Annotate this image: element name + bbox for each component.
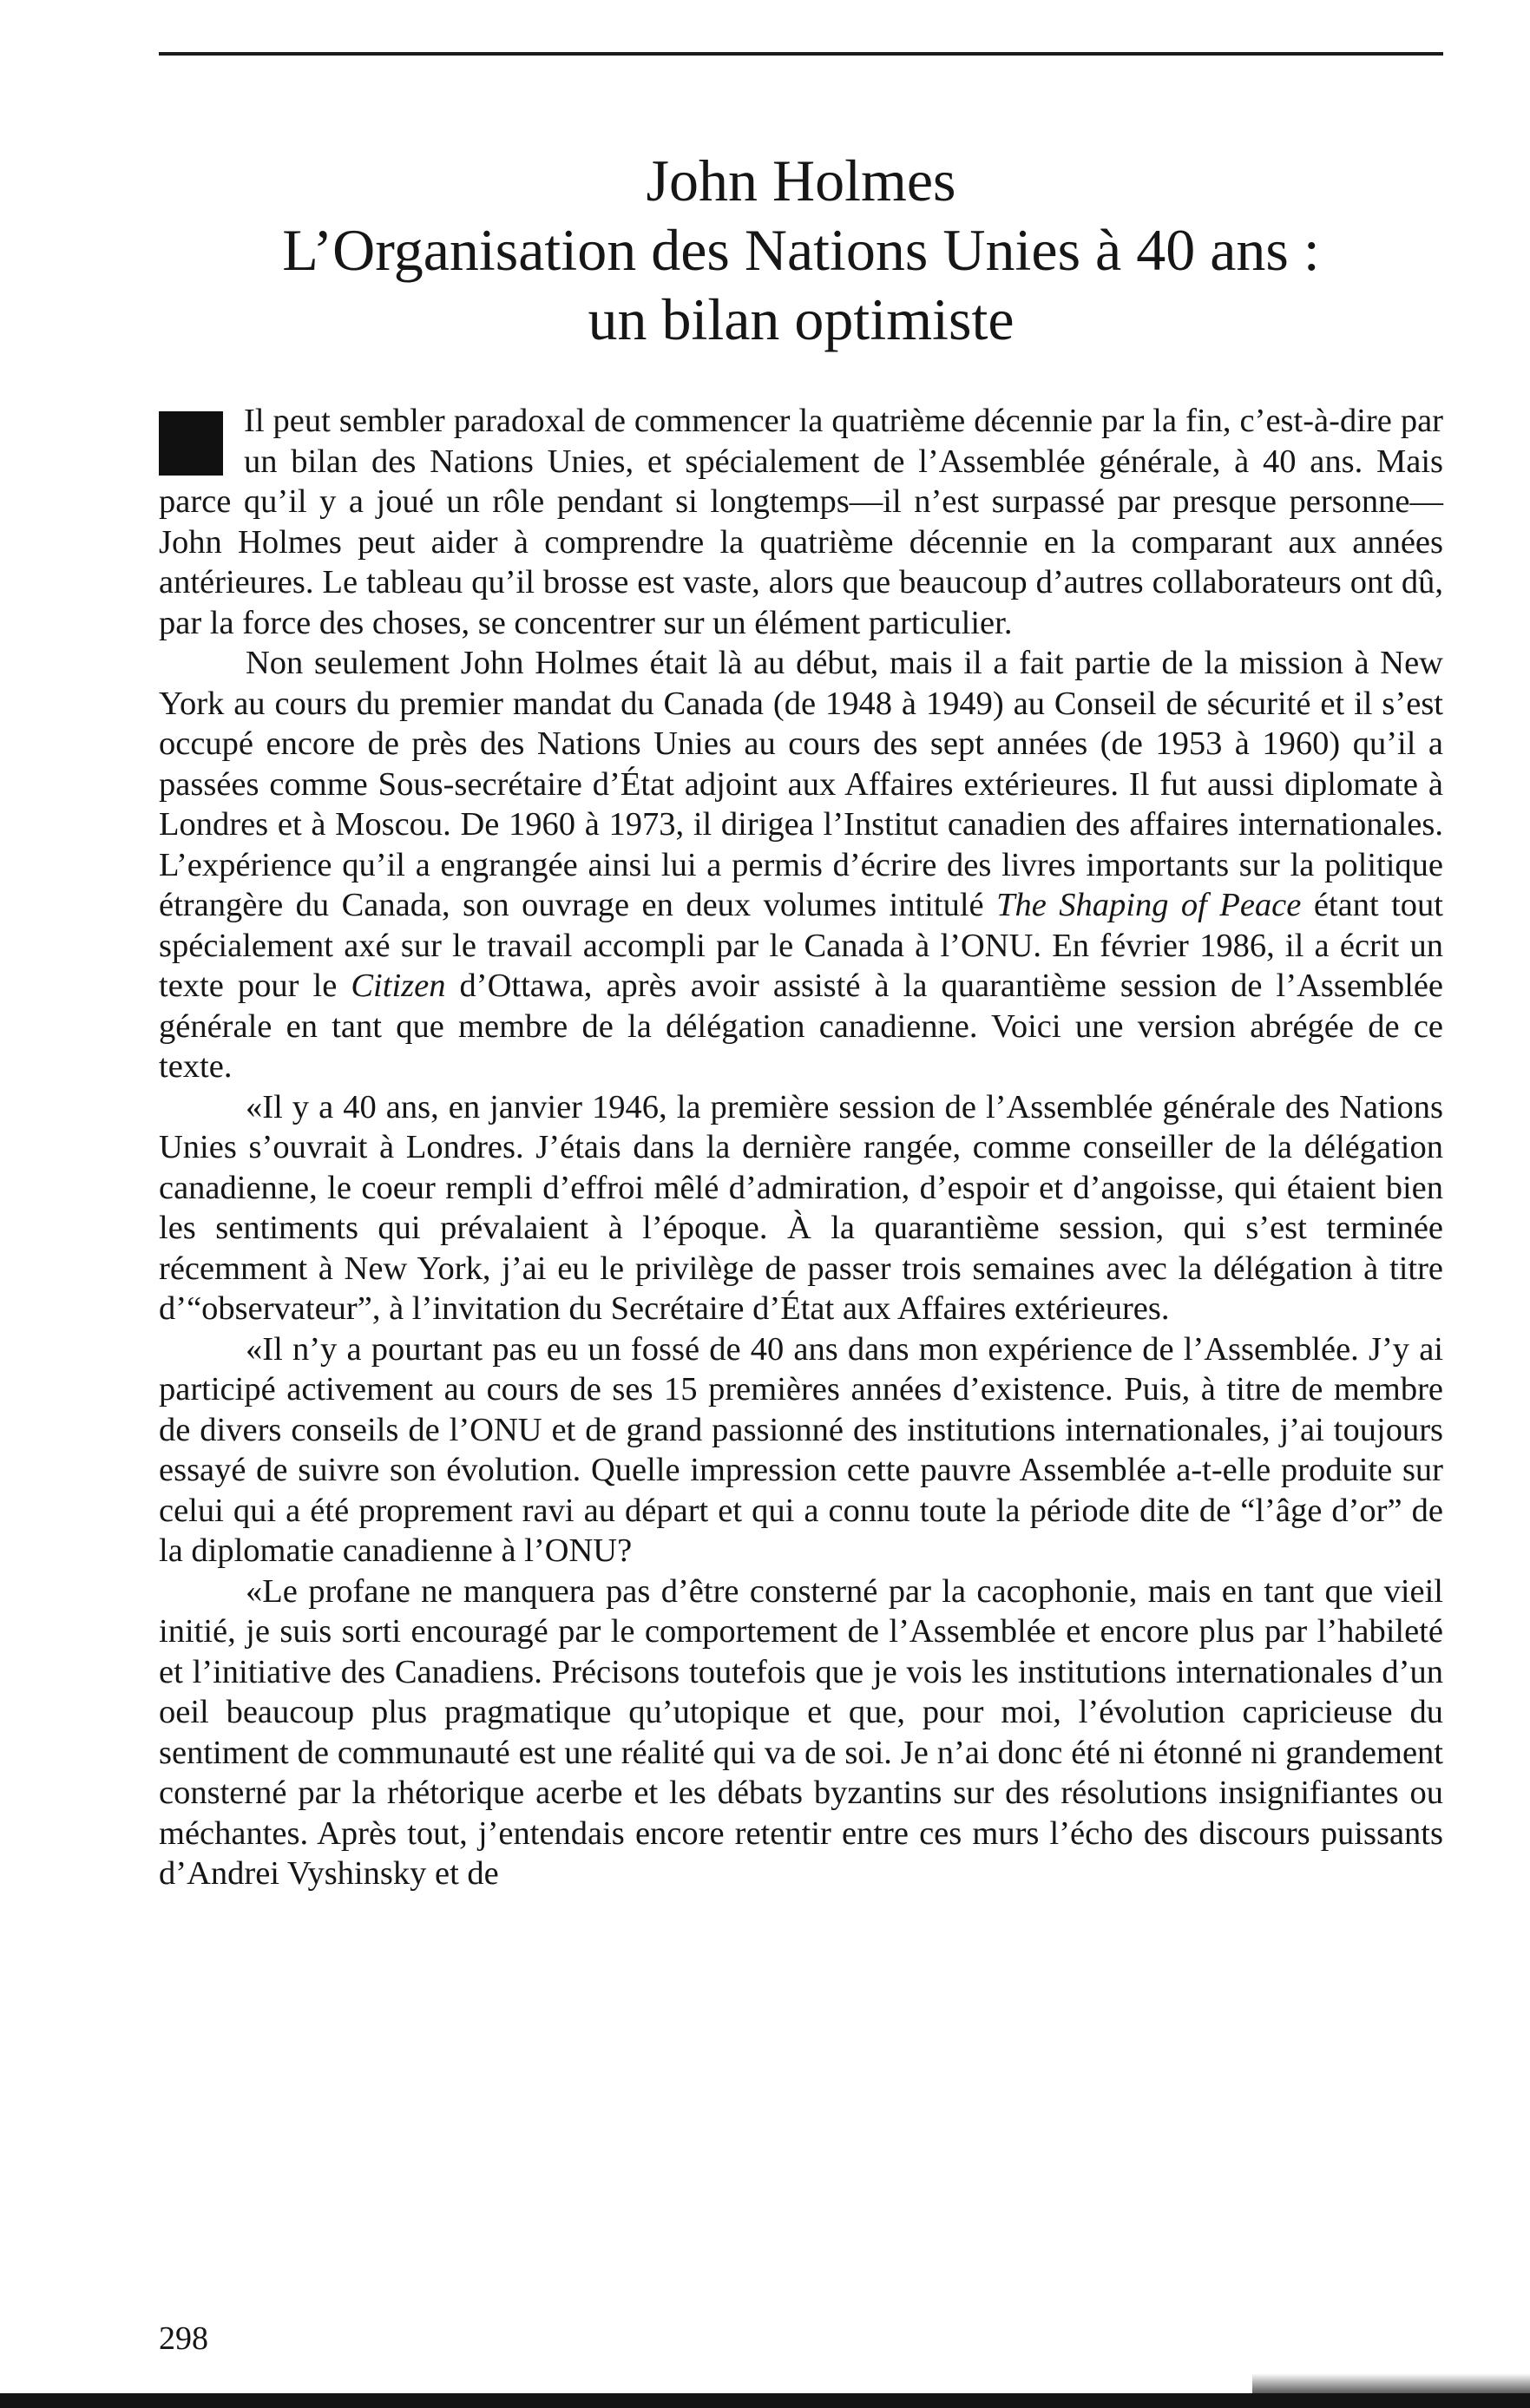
intro-paragraph [159, 401, 1443, 643]
quote-paragraph-2: «Il n’y a pourtant pas eu un fossé de 40 ans dans mon expérience de l’Assemblée. J’y ai participé activement au cours de ses 15 premières années d’existence. Puis, à titre de membre de divers conseils de l’ONU et de grand passionné des institutions internationales, j’ai toujours essayé de suivre son évolution. Quelle impression cette pauvre Assemblée a-t-elle produite sur celui qui a été proprement ravi au départ et qui a connu toute la période dite de “l’âge d’or” de la diplomatie canadienne à l’ONU? [159, 1330, 1443, 1569]
book-title: The Shaping of Peace [996, 887, 1302, 923]
biography-text-a: Non seulement John Holmes était là au début, mais il a fait partie de la mission à New York au cours du premier mandat du Canada (de 1948 à 1949) au Conseil de sécurité et il s’est occupé encore de près des Nations Unies au cours des sept années (de 1953 à 1960) qu’il a passées comme Sous-secrétaire d’État adjoint aux Affaires extérieures. Il fut aussi diplomate à Londres et à Moscou. De 1960 à 1973, il dirigea l’Institut canadien des affaires internationales. L’expérience qu’il a engrangée ainsi lui a permis d’écrire des livres importants sur la politique étrangère du Canada, son ouvrage en deux volumes intitulé [159, 645, 1443, 923]
article-body [159, 401, 1443, 1894]
drop-square-ornament [159, 411, 223, 476]
article-title-line-1: L’Organisation des Nations Unies à 40 ans : [282, 217, 1320, 283]
article-title-line-2: un bilan optimiste [588, 286, 1015, 352]
biography-text-b: étant tout spécialement axé sur le travail accompli par le Canada à l’ONU. En février 1986, il a écrit un texte pour le [159, 887, 1443, 1004]
page-number: 298 [159, 2320, 208, 2357]
article-heading [159, 146, 1443, 354]
quote-paragraph-1: «Il y a 40 ans, en janvier 1946, la première session de l’Assemblée générale des Nations Unies s’ouvrait à Londres. J’étais dans la dernière rangée, comme conseiller de la délégation canadienne, le coeur rempli d’effroi mêlé d’admiration, d’espoir et d’angoisse, qui étaient bien les sentiments qui prévalaient à l’époque. À la quarantième session, qui s’est terminée récemment à New York, j’ai eu le privilège de passer trois semaines avec la délégation à titre d’“observateur”, à l’invitation du Secrétaire d’État aux Affaires extérieures. [159, 1088, 1443, 1327]
biography-paragraph [159, 643, 1443, 1087]
intro-text: Il peut sembler paradoxal de commencer la quatrième décennie par la fin, c’est-à-dire par un bilan des Nations Unies, et spécialement de l’Assemblée générale, à 40 ans. Mais parce qu’il y a joué un rôle pendant si longtemps—il n’est surpassé par presque personne—John Holmes peut aider à comprendre la quatrième décennie en la comparant aux années antérieures. Le tableau qu’il brosse est vaste, alors que beaucoup d’autres collaborateurs ont dû, par la force des choses, se concentrer sur un élément particulier. [159, 403, 1443, 641]
top-rule [159, 52, 1443, 56]
newspaper-title: Citizen [351, 968, 446, 1004]
biography-text-c: d’Ottawa, après avoir assisté à la quarantième session de l’Assemblée générale en tant que membre de la délégation canadienne. Voici une version abrégée de ce texte. [159, 968, 1443, 1085]
quote-paragraph-3: «Le profane ne manquera pas d’être consterné par la cacophonie, mais en tant que vieil initié, je suis sorti encouragé par le comportement de l’Assemblée et encore plus par l’habileté et l’initiative des Canadiens. Précisons toutefois que je vois les institutions internationales d’un oeil beaucoup plus pragmatique qu’utopique et que, pour moi, l’évolution capricieuse du sentiment de communauté est une réalité qui va de soi. Je n’ai donc été ni étonné ni grandement consterné par la rhétorique acerbe et les débats byzantins sur des résolutions insignifiantes ou méchantes. Après tout, j’entendais encore retentir entre ces murs l’écho des discours puissants d’Andrei Vyshinsky et de [159, 1572, 1443, 1892]
article-author: John Holmes [646, 148, 956, 213]
scan-bottom-edge [0, 2393, 1530, 2408]
